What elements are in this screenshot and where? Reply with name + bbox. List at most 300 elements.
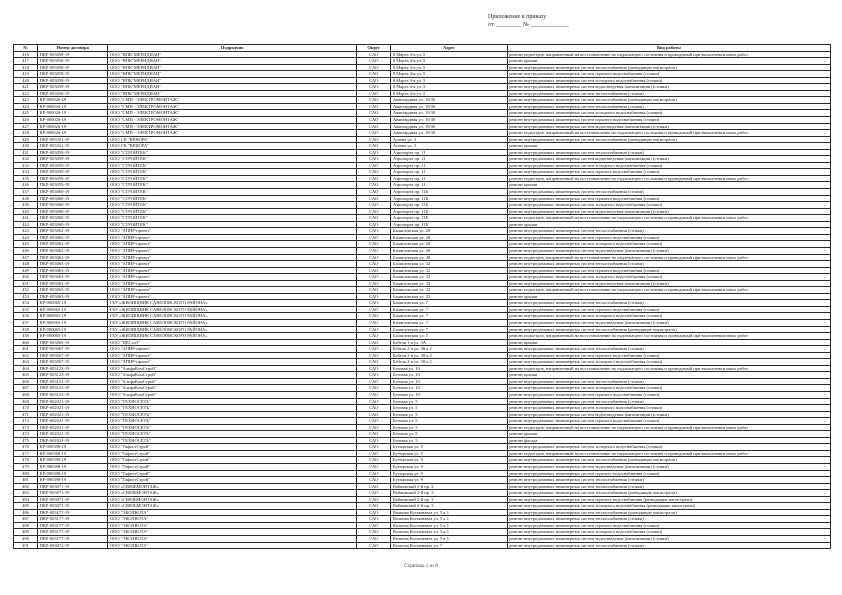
cell-address: Башиловская ул. 32: [391, 293, 507, 300]
cell-number: 452: [14, 287, 38, 294]
cell-contract-number: ПКР-003177-19: [38, 522, 108, 529]
cell-contract-number: ПКР-003123-19: [38, 365, 108, 372]
cell-contractor: ООО "СМП - ЭЛЕКТРОМОНТАЖ": [108, 110, 357, 117]
table-row: [14, 130, 831, 137]
cell-contractor: ООО "АПНР-проект": [108, 261, 357, 268]
cell-work-type: ремонт крыши: [507, 293, 830, 300]
cell-address: Бутырская ул. 9: [391, 457, 507, 464]
cell-number: 482: [14, 483, 38, 490]
cell-contractor: ООО "СТРОЙТЕК": [108, 175, 357, 182]
cell-number: 446: [14, 247, 38, 254]
cell-work-type: ремонт внутридомовых инженерных систем теплоснабжения (разводящие магистрали): [507, 457, 830, 464]
cell-contract-number: ПКР-003059-19: [38, 169, 108, 176]
cell-work-type: ремонт крыши: [507, 182, 830, 189]
cell-contract-number: КР-000398-19: [38, 470, 108, 477]
cell-contract-number: ПКР-002021-19: [38, 418, 108, 425]
cell-address: Беговая ул. 5: [391, 418, 507, 425]
cell-number: 472: [14, 418, 38, 425]
cell-work-type: ремонт внутридомовых инженерных систем горячего водоснабжения (разводящие магистрали): [507, 496, 830, 503]
cell-address: Беговая ул. 5: [391, 411, 507, 418]
cell-number: 417: [14, 58, 38, 65]
cell-work-type: ремонт подъездов, направленный на восстановление их надлежащего состояния и проводимый при выполнении иных работ: [507, 287, 830, 294]
cell-district: САО: [357, 405, 391, 412]
cell-number: 458: [14, 326, 38, 333]
cell-district: САО: [357, 464, 391, 471]
cell-district: САО: [357, 418, 391, 425]
header-work-type: Вид работы: [507, 45, 830, 52]
cell-district: САО: [357, 352, 391, 359]
cell-contractor: ООО "ТЕХНОСЕТЬ": [108, 405, 357, 412]
cell-contract-number: ПКР-002021-19: [38, 424, 108, 431]
cell-work-type: ремонт внутридомовых инженерных систем горячего водоснабжения (стояки): [507, 117, 830, 124]
cell-address: Башиловская ул. 32: [391, 267, 507, 274]
cell-contractor: ООО "СТРОЙТЕК": [108, 156, 357, 163]
cell-number: 427: [14, 123, 38, 130]
cell-address: Беговая ул. 10: [391, 391, 507, 398]
cell-number: 489: [14, 529, 38, 536]
cell-number: 466: [14, 378, 38, 385]
cell-district: САО: [357, 319, 391, 326]
cell-district: САО: [357, 130, 391, 137]
cell-contractor: ООО "АПНР-проект": [108, 267, 357, 274]
cell-contractor: ООО «СВЯЗЬМОНТАЖ»: [108, 483, 357, 490]
cell-district: САО: [357, 149, 391, 156]
cell-address: Аэропорта пр. 11Б: [391, 189, 507, 196]
cell-contract-number: КР-000065-19: [38, 326, 108, 333]
cell-district: САО: [357, 470, 391, 477]
cell-contractor: ООО "ТафистСтрой": [108, 450, 357, 457]
cell-contract-number: ПКР-003063-19: [38, 267, 108, 274]
table-body: [14, 51, 831, 549]
cell-district: САО: [357, 444, 391, 451]
cell-address: Аэропорта пр. 11Б: [391, 202, 507, 209]
cell-address: Бутырская ул. 9: [391, 450, 507, 457]
cell-contract-number: ПКР-003067-19: [38, 346, 108, 353]
cell-address: Башиловская ул. 7: [391, 333, 507, 340]
cell-number: 469: [14, 398, 38, 405]
cell-contractor: ГБУ «ЖИЛИЩНИК САВЕЛОВСКОГО РАЙОНА»: [108, 333, 357, 340]
page-footer: Страница 1 из 8: [404, 564, 438, 569]
cell-contract-number: ПКР-003059-19: [38, 149, 108, 156]
cell-district: САО: [357, 136, 391, 143]
cell-district: САО: [357, 378, 391, 385]
cell-number: 442: [14, 221, 38, 228]
cell-work-type: ремонт внутридомовых инженерных систем горячего водоснабжения (стояки): [507, 71, 830, 78]
cell-number: 450: [14, 274, 38, 281]
cell-district: САО: [357, 339, 391, 346]
cell-work-type: ремонт внутридомовых инженерных систем теплоснабжения (стояки): [507, 516, 830, 523]
cell-district: САО: [357, 313, 391, 320]
cell-address: Аэропорта пр. 11: [391, 149, 507, 156]
cell-district: САО: [357, 372, 391, 379]
cell-district: САО: [357, 509, 391, 516]
cell-district: САО: [357, 522, 391, 529]
cell-contract-number: ПКР-003071-19: [38, 496, 108, 503]
cell-contractor: ООО "АльфаКомСтрой": [108, 391, 357, 398]
cell-contractor: ООО "ЭКОЛВОТА": [108, 542, 357, 549]
cell-number: 433: [14, 162, 38, 169]
cell-district: САО: [357, 542, 391, 549]
cell-work-type: ремонт внутридомовых инженерных систем холодного водоснабжения (стояки): [507, 405, 830, 412]
cell-contract-number: ПКР-002021-19: [38, 431, 108, 438]
cell-contractor: ООО "НПК"МЕРИДИАН": [108, 58, 357, 65]
cell-district: САО: [357, 287, 391, 294]
cell-address: Волкова Космонавта ул. 5 к.1: [391, 522, 507, 529]
cell-district: САО: [357, 64, 391, 71]
cell-address: Беговая ул. 5: [391, 405, 507, 412]
cell-work-type: ремонт внутридомовых инженерных систем теплоснабжения (разводящие магистрали): [507, 64, 830, 71]
cell-contractor: ООО "ТЕХНОСЕТЬ": [108, 431, 357, 438]
cell-number: 451: [14, 280, 38, 287]
cell-district: САО: [357, 261, 391, 268]
cell-work-type: ремонт подъездов, направленный на восстановление их надлежащего состояния и проводимый при выполнении иных работ: [507, 365, 830, 372]
cell-address: Авангардная ул. 19/30: [391, 97, 507, 104]
cell-contract-number: ПКР-003123-19: [38, 391, 108, 398]
cell-address: Башиловская ул. 28: [391, 241, 507, 248]
cell-contractor: ООО "ТЕХНОСЕТЬ": [108, 411, 357, 418]
cell-number: 477: [14, 450, 38, 457]
cell-contract-number: ПКР-003058-19: [38, 64, 108, 71]
cell-work-type: ремонт подъездов, направленный на восстановление их надлежащего состояния и проводимый при выполнении иных работ: [507, 450, 830, 457]
cell-contract-number: КР-000026-19: [38, 110, 108, 117]
cell-number: 470: [14, 405, 38, 412]
cell-work-type: ремонт подъездов, направленный на восстановление их надлежащего состояния и проводимый при выполнении иных работ: [507, 175, 830, 182]
cell-work-type: ремонт внутридомовых инженерных систем теплоснабжения (стояки): [507, 477, 830, 484]
cell-contract-number: ПКР-002021-19: [38, 437, 108, 444]
cell-number: 421: [14, 84, 38, 91]
cell-district: САО: [357, 71, 391, 78]
cell-work-type: ремонт внутридомовых инженерных систем горячего водоснабжения (стояки): [507, 470, 830, 477]
cell-contractor: ООО "АПНР-проект": [108, 274, 357, 281]
cell-number: 425: [14, 110, 38, 117]
cell-district: САО: [357, 437, 391, 444]
cell-work-type: ремонт внутридомовых инженерных систем теплоснабжения (стояки): [507, 261, 830, 268]
cell-number: 475: [14, 437, 38, 444]
cell-address: Войковский 2-й пр. 3: [391, 483, 507, 490]
cell-number: 438: [14, 195, 38, 202]
cell-number: 439: [14, 202, 38, 209]
cell-contractor: ООО "ТафистСтрой": [108, 444, 357, 451]
cell-contract-number: ПКР-003321-19: [38, 136, 108, 143]
cell-work-type: ремонт внутридомовых инженерных систем холодного водоснабжения (стояки): [507, 274, 830, 281]
cell-number: 460: [14, 339, 38, 346]
cell-number: 420: [14, 77, 38, 84]
cell-contract-number: КР-000065-19: [38, 313, 108, 320]
cell-number: 437: [14, 189, 38, 196]
cell-address: Бутырская ул. 9: [391, 477, 507, 484]
cell-number: 434: [14, 169, 38, 176]
cell-work-type: ремонт внутридомовых инженерных систем горячего водоснабжения (стояки): [507, 418, 830, 425]
cell-work-type: ремонт внутридомовых инженерных систем горячего водоснабжения (стояки): [507, 306, 830, 313]
cell-district: САО: [357, 202, 391, 209]
cell-number: 441: [14, 215, 38, 222]
cell-contract-number: ПКР-003177-19: [38, 509, 108, 516]
cell-district: САО: [357, 267, 391, 274]
cell-contract-number: ПКР-003060-19: [38, 189, 108, 196]
cell-number: 464: [14, 365, 38, 372]
cell-address: Аэропорта пр. 11: [391, 169, 507, 176]
cell-district: САО: [357, 182, 391, 189]
cell-contract-number: ПКР-003065-19: [38, 339, 108, 346]
cell-number: 486: [14, 509, 38, 516]
cell-number: 431: [14, 149, 38, 156]
cell-address: Аэропорта пр. 11Б: [391, 208, 507, 215]
cell-district: САО: [357, 208, 391, 215]
cell-contract-number: ПКР-003177-19: [38, 529, 108, 536]
table-row: [14, 333, 831, 340]
cell-district: САО: [357, 162, 391, 169]
cell-address: 8 Марта 4-я ул. 5: [391, 71, 507, 78]
cell-work-type: ремонт внутридомовых инженерных систем горячего водоснабжения (стояки): [507, 234, 830, 241]
order-annotation: [488, 14, 569, 29]
cell-address: Башиловская ул. 32: [391, 287, 507, 294]
cell-district: САО: [357, 123, 391, 130]
cell-contract-number: ПКР-003177-19: [38, 516, 108, 523]
cell-work-type: ремонт внутридомовых инженерных систем теплоснабжения (стояки): [507, 542, 830, 549]
cell-district: САО: [357, 51, 391, 58]
cell-district: САО: [357, 169, 391, 176]
cell-number: 476: [14, 444, 38, 451]
cell-work-type: ремонт внутридомовых инженерных систем горячего водоснабжения (стояки): [507, 195, 830, 202]
cell-number: 479: [14, 464, 38, 471]
cell-number: 429: [14, 136, 38, 143]
cell-district: САО: [357, 189, 391, 196]
cell-contractor: ООО "ТафистСтрой": [108, 470, 357, 477]
cell-number: 448: [14, 261, 38, 268]
cell-contract-number: ПКР-003123-19: [38, 385, 108, 392]
cell-contractor: ООО "АПНР-проект": [108, 293, 357, 300]
cell-address: Башиловская ул. 32: [391, 261, 507, 268]
cell-contract-number: КР-000026-19: [38, 103, 108, 110]
cell-address: Бутырская ул. 9: [391, 464, 507, 471]
cell-district: САО: [357, 326, 391, 333]
cell-contract-number: КР-000398-19: [38, 457, 108, 464]
cell-address: Бебеля 1-я ул. 3А: [391, 339, 507, 346]
cell-address: Авангардная ул. 19/30: [391, 117, 507, 124]
cell-district: САО: [357, 490, 391, 497]
cell-contractor: ООО "ТЕХНОСЕТЬ": [108, 418, 357, 425]
cell-district: САО: [357, 110, 391, 117]
cell-contractor: ГБУ «ЖИЛИЩНИК САВЕЛОВСКОГО РАЙОНА»: [108, 319, 357, 326]
cell-number: 418: [14, 64, 38, 71]
cell-district: САО: [357, 221, 391, 228]
cell-work-type: ремонт внутридомовых инженерных систем теплоснабжения (стояки): [507, 149, 830, 156]
cell-number: 440: [14, 208, 38, 215]
cell-address: Авангардная ул. 19/30: [391, 110, 507, 117]
cell-contractor: ООО "НПК"МЕРИДИАН": [108, 71, 357, 78]
cell-contract-number: ПКР-003321-19: [38, 143, 108, 150]
cell-address: Башиловская ул. 7: [391, 326, 507, 333]
cell-contract-number: ПКР-003060-19: [38, 208, 108, 215]
cell-address: 8 Марта 4-я ул. 5: [391, 90, 507, 97]
cell-district: САО: [357, 496, 391, 503]
cell-number: 462: [14, 352, 38, 359]
cell-contract-number: ПКР-003071-19: [38, 503, 108, 510]
cell-address: Авангардная ул. 19/30: [391, 103, 507, 110]
cell-contract-number: ПКР-003060-19: [38, 202, 108, 209]
cell-district: САО: [357, 359, 391, 366]
cell-district: САО: [357, 300, 391, 307]
cell-contractor: ГБУ «ЖИЛИЩНИК САВЕЛОВСКОГО РАЙОНА»: [108, 300, 357, 307]
cell-number: 478: [14, 457, 38, 464]
cell-contract-number: ПКР-003060-19: [38, 215, 108, 222]
cell-district: САО: [357, 346, 391, 353]
cell-contract-number: ПКР-003063-19: [38, 280, 108, 287]
cell-contractor: ООО "АПНР-проект": [108, 234, 357, 241]
cell-contractor: ООО "СМП - ЭЛЕКТРОМОНТАЖ": [108, 117, 357, 124]
cell-contract-number: ПКР-003067-19: [38, 359, 108, 366]
cell-number: 488: [14, 522, 38, 529]
table-row: [14, 254, 831, 261]
cell-contractor: ООО "СМП - ЭЛЕКТРОМОНТАЖ": [108, 103, 357, 110]
cell-number: 457: [14, 319, 38, 326]
cell-contractor: ООО "НПК"МЕРИДИАН": [108, 77, 357, 84]
cell-work-type: ремонт внутридомовых инженерных систем теплоснабжения (стояки): [507, 90, 830, 97]
cell-district: САО: [357, 398, 391, 405]
cell-district: САО: [357, 477, 391, 484]
cell-district: САО: [357, 156, 391, 163]
cell-contractor: ООО "СТРОЙТЕК": [108, 202, 357, 209]
cell-contractor: ООО "ЭКОЛВОТА": [108, 536, 357, 543]
cell-work-type: ремонт подъездов, направленный на восстановление их надлежащего состояния и проводимый при выполнении иных работ: [507, 51, 830, 58]
cell-contractor: ООО «СВЯЗЬМОНТАЖ»: [108, 490, 357, 497]
cell-work-type: ремонт внутридомовых инженерных систем горячего водоснабжения (стояки): [507, 522, 830, 529]
cell-address: Беговая ул. 5: [391, 431, 507, 438]
table-row: [14, 450, 831, 457]
cell-district: САО: [357, 97, 391, 104]
cell-work-type: ремонт внутридомовых инженерных систем водоотведения (канализации) (стояки): [507, 208, 830, 215]
cell-district: САО: [357, 195, 391, 202]
cell-number: 447: [14, 254, 38, 261]
cell-contractor: ООО "НПК"МЕРИДИАН": [108, 84, 357, 91]
cell-address: Войковский 2-й пр. 3: [391, 503, 507, 510]
cell-contract-number: КР-000398-19: [38, 477, 108, 484]
cell-contract-number: ПКР-003063-19: [38, 293, 108, 300]
cell-contract-number: КР-000026-19: [38, 123, 108, 130]
cell-contract-number: КР-000026-19: [38, 117, 108, 124]
cell-number: 467: [14, 385, 38, 392]
cell-address: Аэропорта пр. 11Б: [391, 221, 507, 228]
cell-number: 461: [14, 346, 38, 353]
cell-district: САО: [357, 503, 391, 510]
cell-work-type: ремонт фасада: [507, 437, 830, 444]
cell-contractor: ООО "АльфаКомСтрой": [108, 365, 357, 372]
cell-contract-number: ПКР-003058-19: [38, 77, 108, 84]
cell-address: Волкова Космонавта ул. 7: [391, 542, 507, 549]
cell-work-type: ремонт внутридомовых инженерных систем холодного водоснабжения (стояки): [507, 359, 830, 366]
cell-address: Беговая ул. 5: [391, 424, 507, 431]
cell-work-type: ремонт внутридомовых инженерных систем водоотведения (канализации) (стояки): [507, 280, 830, 287]
cell-contract-number: КР-000026-19: [38, 97, 108, 104]
cell-address: Башиловская ул. 7: [391, 319, 507, 326]
cell-number: 463: [14, 359, 38, 366]
cell-work-type: ремонт внутридомовых инженерных систем теплоснабжения (разводящие магистрали): [507, 326, 830, 333]
cell-district: САО: [357, 117, 391, 124]
cell-address: Беговая ул. 10: [391, 385, 507, 392]
cell-number: 480: [14, 470, 38, 477]
cell-district: САО: [357, 241, 391, 248]
table-row: [14, 542, 831, 549]
cell-district: САО: [357, 77, 391, 84]
cell-address: Башиловская ул. 28: [391, 228, 507, 235]
cell-work-type: ремонт крыши: [507, 339, 830, 346]
cell-contract-number: ПКР-003059-19: [38, 175, 108, 182]
cell-district: САО: [357, 90, 391, 97]
cell-contractor: ГБУ «ЖИЛИЩНИК САВЕЛОВСКОГО РАЙОНА»: [108, 306, 357, 313]
cell-address: Аэропорта пр. 11Б: [391, 215, 507, 222]
cell-contractor: ООО "ТЕХНОСЕТЬ": [108, 398, 357, 405]
cell-contract-number: КР-000065-19: [38, 300, 108, 307]
cell-work-type: ремонт внутридомовых инженерных систем теплоснабжения (стояки): [507, 103, 830, 110]
cell-contract-number: ПКР-003063-19: [38, 287, 108, 294]
cell-contract-number: ПКР-003177-19: [38, 536, 108, 543]
cell-work-type: ремонт внутридомовых инженерных систем холодного водоснабжения (стояки): [507, 110, 830, 117]
cell-work-type: ремонт внутридомовых инженерных систем теплоснабжения (стояки): [507, 189, 830, 196]
cell-contract-number: ПКР-003071-19: [38, 490, 108, 497]
cell-contract-number: ПКР-003067-19: [38, 352, 108, 359]
cell-address: Войковский 2-й пр. 3: [391, 496, 507, 503]
cell-number: 487: [14, 516, 38, 523]
cell-address: Башиловская ул. 32: [391, 280, 507, 287]
cell-district: САО: [357, 175, 391, 182]
cell-contractor: ООО "СТРОЙТЕК": [108, 215, 357, 222]
cell-work-type: ремонт внутридомовых инженерных систем теплоснабжения (разводящие магистрали): [507, 97, 830, 104]
cell-contract-number: КР-000398-19: [38, 444, 108, 451]
cell-number: 443: [14, 228, 38, 235]
cell-district: САО: [357, 516, 391, 523]
cell-address: Аэропорта пр. 11: [391, 182, 507, 189]
cell-address: Башиловская ул. 7: [391, 313, 507, 320]
cell-address: Аэропорта пр. 11Б: [391, 195, 507, 202]
cell-contractor: ООО "СМП - ЭЛЕКТРОМОНТАЖ": [108, 130, 357, 137]
cell-contractor: ООО "СТРОЙТЕК": [108, 208, 357, 215]
cell-work-type: ремонт внутридомовых инженерных систем холодного водоснабжения (стояки): [507, 385, 830, 392]
cell-contractor: ООО «СВЯЗЬМОНТАЖ»: [108, 496, 357, 503]
cell-work-type: ремонт внутридомовых инженерных систем холодного водоснабжения (стояки): [507, 162, 830, 169]
cell-work-type: ремонт подъездов, направленный на восстановление их надлежащего состояния и проводимый при выполнении иных работ: [507, 254, 830, 261]
cell-work-type: ремонт внутридомовых инженерных систем теплоснабжения (разводящие магистрали): [507, 136, 830, 143]
cell-address: Беговая ул. 5: [391, 437, 507, 444]
cell-district: САО: [357, 333, 391, 340]
cell-address: Волкова Космонавта ул. 5 к.1: [391, 509, 507, 516]
header-contractor: Подрядчик: [108, 45, 357, 52]
cell-work-type: ремонт крыши: [507, 372, 830, 379]
cell-contractor: ООО "СТРОЙТЕК": [108, 195, 357, 202]
cell-district: САО: [357, 58, 391, 65]
header-address: Адрес: [391, 45, 507, 52]
cell-district: САО: [357, 274, 391, 281]
cell-contract-number: ПКР-003123-19: [38, 372, 108, 379]
cell-number: 422: [14, 90, 38, 97]
cell-number: 459: [14, 333, 38, 340]
cell-district: САО: [357, 536, 391, 543]
cell-contract-number: ПКР-003063-19: [38, 274, 108, 281]
cell-address: Беговая ул. 10: [391, 378, 507, 385]
cell-work-type: ремонт внутридомовых инженерных систем теплоснабжения (стояки): [507, 346, 830, 353]
cell-district: САО: [357, 247, 391, 254]
cell-contract-number: ПКР-003059-19: [38, 182, 108, 189]
table-row: [14, 51, 831, 58]
cell-address: Беговая ул. 10: [391, 372, 507, 379]
cell-contract-number: ПКР-002021-19: [38, 411, 108, 418]
cell-contractor: ООО "СМП - ЭЛЕКТРОМОНТАЖ": [108, 123, 357, 130]
cell-contractor: ООО "АПНР-проект": [108, 352, 357, 359]
cell-contractor: ГБУ «ЖИЛИЩНИК САВЕЛОВСКОГО РАЙОНА»: [108, 326, 357, 333]
cell-contract-number: ПКР-003071-19: [38, 483, 108, 490]
cell-work-type: ремонт внутридомовых инженерных систем теплоснабжения (стояки): [507, 300, 830, 307]
cell-number: 468: [14, 391, 38, 398]
cell-number: 423: [14, 97, 38, 104]
